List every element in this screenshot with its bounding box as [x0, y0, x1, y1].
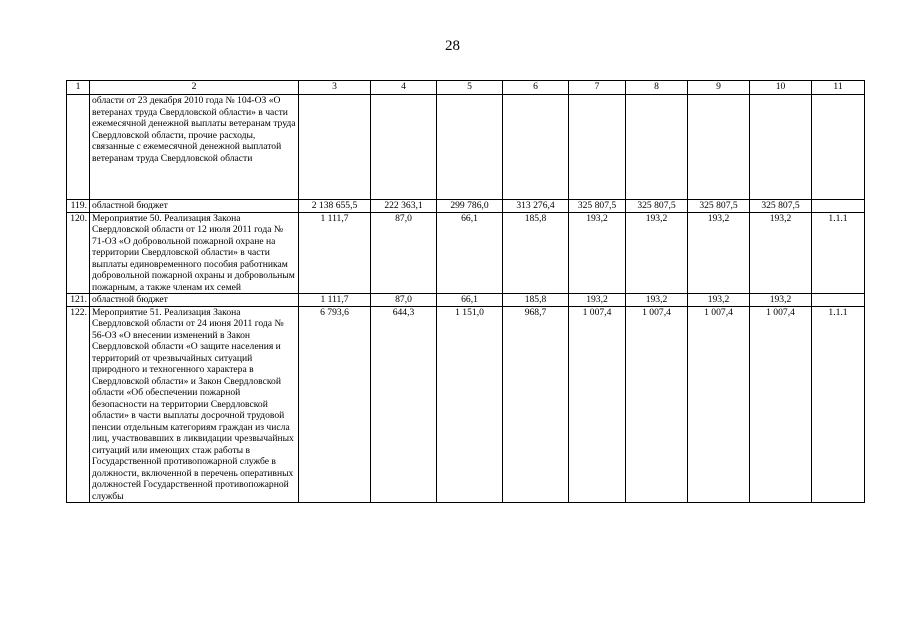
table-row — [67, 95, 865, 200]
column-header: 9 — [688, 81, 750, 95]
row-description: области от 23 декабря 2010 года № 104-ОЗ «О ветеранах труда Свердловской области» в части ежемесячной денежной выплаты ветеранам труда Свердловской области, прочие расходы, связанные с ежемесячной денежной выплатой ветеранам труда Свердловской области — [90, 95, 299, 200]
row-number: 120. — [67, 212, 90, 294]
value-year-2: 1 151,0 — [437, 306, 503, 503]
value-total: 2 138 655,5 — [299, 200, 371, 213]
table-row — [67, 294, 865, 307]
value-year-3: 185,8 — [503, 294, 569, 307]
target-reference — [812, 200, 865, 213]
row-description: областной бюджет — [90, 200, 299, 213]
row-number: 121. — [67, 294, 90, 307]
value-year-4: 193,2 — [569, 212, 626, 294]
row-number — [67, 95, 90, 200]
table-row — [67, 200, 865, 213]
value-year-4: 1 007,4 — [569, 306, 626, 503]
value-year-7 — [750, 95, 812, 200]
value-year-5: 1 007,4 — [626, 306, 688, 503]
value-total: 1 111,7 — [299, 212, 371, 294]
value-year-5: 193,2 — [626, 212, 688, 294]
column-header: 11 — [812, 81, 865, 95]
value-year-6: 325 807,5 — [688, 200, 750, 213]
column-header: 10 — [750, 81, 812, 95]
value-year-1: 644,3 — [371, 306, 437, 503]
value-year-3: 313 276,4 — [503, 200, 569, 213]
value-year-1: 87,0 — [371, 212, 437, 294]
value-year-7: 193,2 — [750, 212, 812, 294]
value-year-3: 968,7 — [503, 306, 569, 503]
value-year-1: 87,0 — [371, 294, 437, 307]
target-reference: 1.1.1 — [812, 212, 865, 294]
value-total: 6 793,6 — [299, 306, 371, 503]
column-header: 3 — [299, 81, 371, 95]
value-year-5: 325 807,5 — [626, 200, 688, 213]
target-reference — [812, 294, 865, 307]
value-year-4 — [569, 95, 626, 200]
target-reference: 1.1.1 — [812, 306, 865, 503]
column-header: 7 — [569, 81, 626, 95]
page-number: 28 — [445, 38, 460, 54]
value-year-6: 193,2 — [688, 294, 750, 307]
value-year-1: 222 363,1 — [371, 200, 437, 213]
value-year-4: 325 807,5 — [569, 200, 626, 213]
column-header: 6 — [503, 81, 569, 95]
value-total: 1 111,7 — [299, 294, 371, 307]
header-row — [67, 81, 865, 95]
column-header: 4 — [371, 81, 437, 95]
value-year-7: 193,2 — [750, 294, 812, 307]
row-description: областной бюджет — [90, 294, 299, 307]
value-year-3: 185,8 — [503, 212, 569, 294]
value-total — [299, 95, 371, 200]
value-year-5: 193,2 — [626, 294, 688, 307]
value-year-6 — [688, 95, 750, 200]
table-row — [67, 306, 865, 503]
target-reference — [812, 95, 865, 200]
column-header: 8 — [626, 81, 688, 95]
row-number: 122. — [67, 306, 90, 503]
table-row — [67, 212, 865, 294]
value-year-2 — [437, 95, 503, 200]
column-header: 5 — [437, 81, 503, 95]
value-year-2: 299 786,0 — [437, 200, 503, 213]
value-year-2: 66,1 — [437, 294, 503, 307]
value-year-2: 66,1 — [437, 212, 503, 294]
value-year-7: 325 807,5 — [750, 200, 812, 213]
row-description: Мероприятие 50. Реализация Закона Свердловской области от 12 июля 2011 года № 71-ОЗ «О добровольной пожарной охране на территории Свердловской области» в части выплаты единовременного пособия работникам добровольной пожарной охраны и добровольным пожарным, а также членам их семей — [90, 212, 299, 294]
value-year-4: 193,2 — [569, 294, 626, 307]
program-table — [66, 80, 865, 503]
value-year-6: 193,2 — [688, 212, 750, 294]
value-year-5 — [626, 95, 688, 200]
column-header: 2 — [90, 81, 299, 95]
value-year-1 — [371, 95, 437, 200]
value-year-3 — [503, 95, 569, 200]
column-header: 1 — [67, 81, 90, 95]
row-description: Мероприятие 51. Реализация Закона Свердловской области от 24 июня 2011 года № 56-ОЗ «О внесении изменений в Закон Свердловской области «О защите населения и территорий от чрезвычайных ситуаций природного и техногенного характера в Свердловской области» и Закон Свердловской области «Об обеспечении пожарной безопасности на территории Свердловской области» в части выплаты досрочной трудовой пенсии отдельным категориям граждан из числа лиц, участвовавших в ликвидации чрезвычайных ситуаций или имеющих стаж работы в Государственной противопожарной службе в должности, включенной в перечень оперативных должностей Государственной противопожарной службы — [90, 306, 299, 503]
value-year-6: 1 007,4 — [688, 306, 750, 503]
value-year-7: 1 007,4 — [750, 306, 812, 503]
row-number: 119. — [67, 200, 90, 213]
